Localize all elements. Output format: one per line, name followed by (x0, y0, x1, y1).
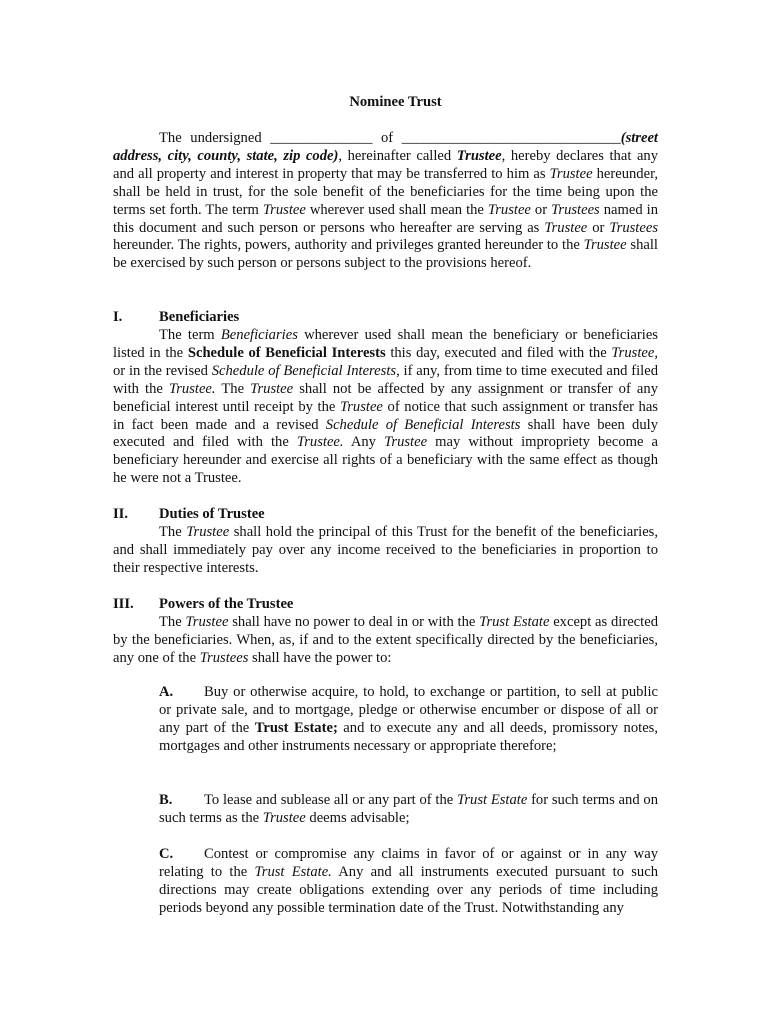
section-2-body (113, 524, 658, 578)
power-item-b-text: for such terms and on such terms as the (159, 792, 658, 826)
section-1-term: Trustee. (296, 434, 344, 451)
section-1-text: The term (159, 327, 221, 343)
section-1-text: wherever used shall mean the beneficiary or beneficiaries listed in the (113, 327, 658, 361)
section-1-term: Schedule of Beneficial Interests (325, 416, 521, 433)
section-3-body (113, 614, 658, 668)
power-item-c-text: Contest or compromise any claims in favor of or against or in any way relating to the (159, 846, 658, 880)
power-item-b-text: deems advisable; (305, 809, 410, 826)
section-1-term: Trustee. (168, 380, 216, 397)
section-1-text: shall have been duly executed and filed with the (113, 416, 659, 451)
power-item-c-letter: C. (159, 846, 174, 862)
power-item-b-term: Trustee (262, 809, 306, 826)
section-1-term: Beneficiaries (220, 327, 298, 343)
section-1-term: Trustee, (611, 344, 658, 361)
section-3-term: Trustees (199, 649, 249, 666)
section-1-term: Schedule of Beneficial Interests, (211, 362, 400, 379)
intro-term: Trustees (551, 201, 600, 218)
intro-paragraph (113, 130, 658, 273)
intro-text: , hereby declares that any and all property and interest in property that may be transferred to him as (113, 147, 659, 182)
section-2-title: Duties of Trustee (159, 506, 265, 522)
section-1-number: I. (113, 309, 123, 325)
intro-term: Trustee (549, 165, 593, 182)
intro-text: The undersigned ______________ of ______________________________ (159, 130, 621, 146)
intro-term: Trustee (456, 147, 502, 164)
document-title: Nominee Trust (349, 94, 442, 110)
section-3-title: Powers of the Trustee (159, 596, 294, 612)
section-1-title: Beneficiaries (159, 309, 240, 325)
section-2-term: Trustee (186, 524, 230, 540)
intro-term: Trustee (262, 201, 306, 218)
section-1-text: if any, from time to time executed and filed with the (113, 362, 658, 397)
section-1-text: this day, executed and filed with the (385, 344, 612, 361)
section-1-term: Trustee (250, 380, 294, 397)
intro-text: named in this document and such person or persons who hereafter are serving as (113, 201, 658, 236)
section-2-number: II. (113, 506, 129, 522)
section-1-schedule-ref: Schedule of Beneficial Interests (187, 344, 386, 361)
power-item-a-letter: A. (159, 684, 174, 700)
power-item-c-text: Any and all instruments executed pursuant to such directions may create obligations extending over any periods of time including periods beyond any possible termination date of the Trust. Notwithstanding any (159, 863, 659, 916)
power-item-b-letter: B. (159, 792, 173, 808)
intro-text: wherever used shall mean the (305, 201, 488, 218)
section-3-text: The (159, 614, 186, 630)
power-item-b (159, 792, 658, 828)
power-item-c (159, 846, 658, 918)
section-3-number: III. (113, 596, 134, 612)
power-item-a-term: Trust Estate; (254, 719, 338, 736)
intro-text: or (530, 201, 552, 218)
intro-text: hereunder. The rights, powers, authority and privileges granted hereunder to the (113, 237, 584, 254)
power-item-a-text: and to execute any and all deeds, promissory notes, mortgages and other instruments necessary or appropriate therefore; (159, 719, 659, 754)
intro-term: Trustees (609, 219, 658, 236)
intro-term: Trustee (583, 237, 627, 254)
section-2-text: The (159, 524, 187, 540)
section-1-term: Trustee (384, 434, 428, 451)
section-2-text: shall hold the principal of this Trust for the benefit of the beneficiaries, and shall immediately pay over any income received to the beneficiaries in proportion to their respective interests. (113, 524, 658, 576)
section-2-heading (113, 506, 658, 524)
section-3-text: shall have no power to deal in or with the (228, 614, 480, 630)
section-3-heading (113, 596, 658, 614)
power-item-b-text: To lease and sublease all or any part of the (204, 792, 458, 808)
section-3-text: shall have the power to: (248, 649, 392, 666)
power-item-c-term: Trust Estate. (254, 863, 332, 880)
section-3-term: Trustee (185, 614, 229, 630)
intro-text: , hereinafter called (338, 147, 457, 164)
section-1-text: of notice that such assignment or transfer has in fact been made and a revised (113, 398, 658, 433)
section-3-term: Trust Estate (479, 614, 550, 630)
section-1-text: or in the revised (113, 362, 212, 379)
section-1-text: may without impropriety become a beneficiary hereunder and exercise all rights of a beneficiary with the same effect as though he were not a Trustee. (113, 434, 659, 487)
section-1-term: Trustee (339, 398, 383, 415)
section-3-text: except as directed by the beneficiaries. When, as, if and to the extent specifically directed by the beneficiaries, any one of the (113, 614, 658, 666)
intro-text: shall be exercised by such person or persons subject to the provisions hereof. (113, 237, 658, 272)
section-1-body (113, 327, 658, 488)
intro-text: or (587, 219, 610, 236)
intro-term: Trustee (487, 201, 531, 218)
section-1-heading (113, 309, 658, 327)
intro-text: hereunder, shall be held in trust, for the sole benefit of the beneficiaries for the time being upon the terms set forth. The term (113, 165, 658, 218)
intro-term: Trustee (544, 219, 588, 236)
power-item-a (159, 684, 658, 756)
power-item-b-term: Trust Estate (457, 792, 528, 808)
intro-address-hint: (street address, city, county, state, zip code) (113, 130, 658, 164)
section-1-text: Any (343, 434, 385, 451)
section-1-text: shall not be affected by any assignment or transfer of any beneficial interest until receipt by the (113, 380, 658, 415)
section-1-text: The (215, 380, 251, 397)
power-item-a-text: Buy or otherwise acquire, to hold, to exchange or partition, to sell at public or private sale, and to mortgage, pledge or otherwise encumber or dispose of all or any part of the (159, 684, 658, 736)
